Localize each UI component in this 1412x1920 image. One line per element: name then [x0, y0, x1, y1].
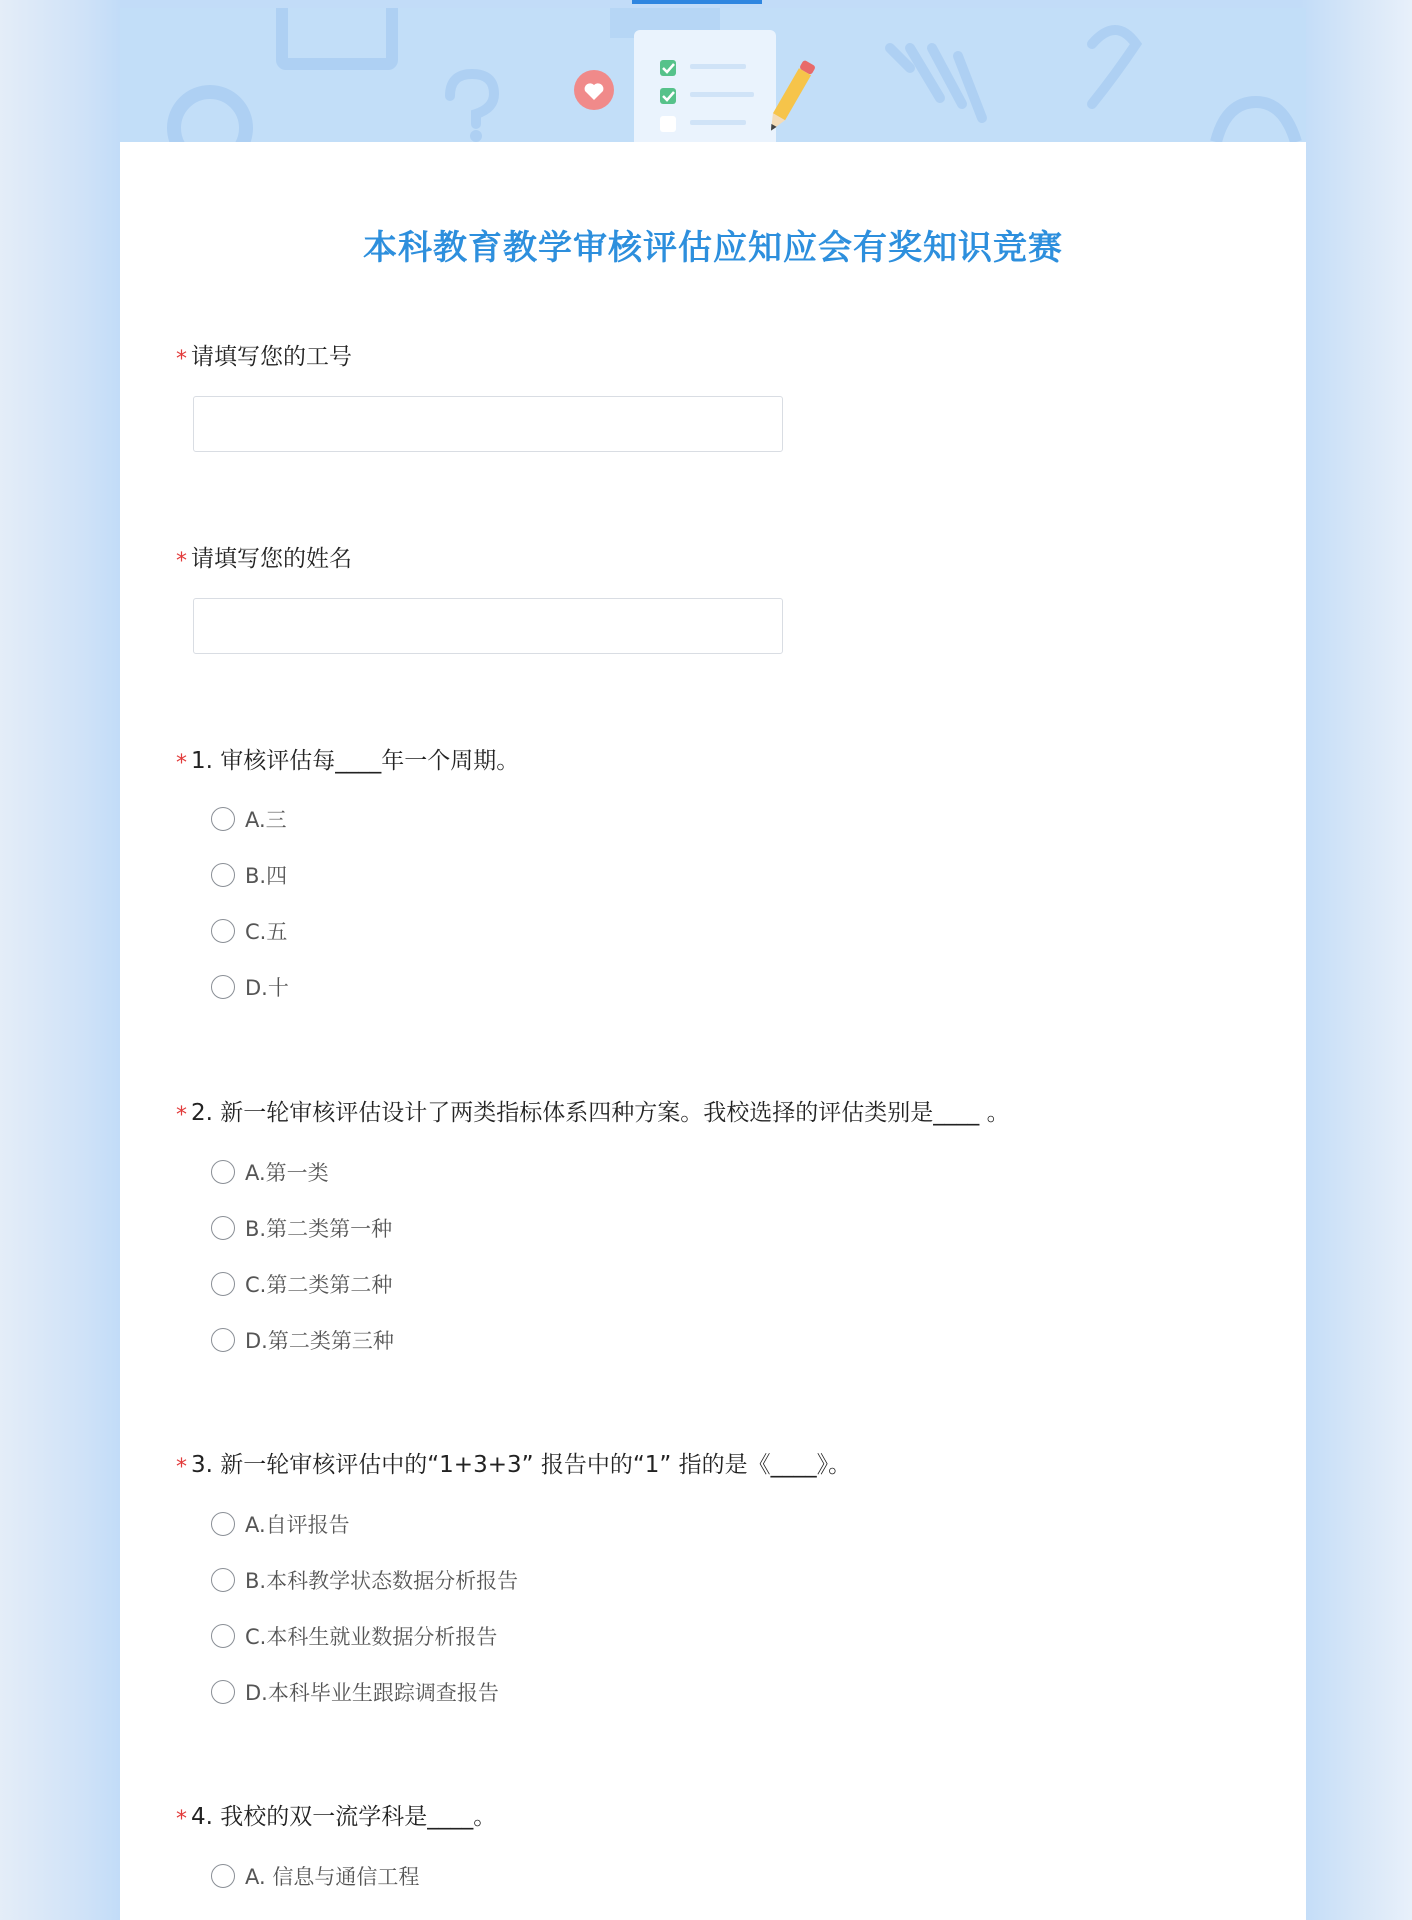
question-3-option-b[interactable]	[211, 1565, 518, 1595]
staff-id-input[interactable]	[193, 396, 783, 452]
option-label: B.四	[245, 864, 288, 888]
radio-button[interactable]	[211, 863, 235, 887]
name-label	[176, 540, 352, 573]
question-3-label	[176, 1446, 851, 1479]
option-label: B.第二类第一种	[245, 1217, 393, 1241]
option-label: B.本科教学状态数据分析报告	[245, 1569, 519, 1593]
option-label: A.三	[245, 808, 287, 832]
required-mark: *	[176, 1103, 187, 1128]
radio-button[interactable]	[211, 919, 235, 943]
question-3-text: 3. 新一轮审核评估中的“1+3+3” 报告中的“1” 指的是《____》。	[191, 1452, 852, 1478]
staff-id-label	[176, 338, 352, 371]
question-1-option-a[interactable]	[211, 804, 287, 834]
question-4-option-a[interactable]	[211, 1861, 419, 1891]
radio-button[interactable]	[211, 1272, 235, 1296]
question-4-label	[176, 1798, 496, 1831]
question-3-option-d[interactable]	[211, 1677, 499, 1707]
option-label: D.十	[245, 976, 289, 1000]
top-progress-indicator	[632, 0, 762, 4]
radio-button[interactable]	[211, 1216, 235, 1240]
option-label: D.本科毕业生跟踪调查报告	[245, 1681, 499, 1705]
option-label: A.第一类	[245, 1161, 329, 1185]
required-mark: *	[176, 751, 187, 776]
option-label: A. 信息与通信工程	[245, 1865, 420, 1889]
radio-button[interactable]	[211, 807, 235, 831]
option-label: C.第二类第二种	[245, 1273, 393, 1297]
question-2-option-c[interactable]	[211, 1269, 392, 1299]
radio-button[interactable]	[211, 1568, 235, 1592]
question-2-option-b[interactable]	[211, 1213, 392, 1243]
question-4-text: 4. 我校的双一流学科是____。	[191, 1804, 497, 1830]
staff-id-label-text: 请填写您的工号	[191, 344, 352, 370]
question-1-option-b[interactable]	[211, 860, 287, 890]
question-2-label	[176, 1094, 1010, 1127]
option-label: C.本科生就业数据分析报告	[245, 1625, 498, 1649]
radio-button[interactable]	[211, 1624, 235, 1648]
radio-button[interactable]	[211, 1680, 235, 1704]
radio-button[interactable]	[211, 1864, 235, 1888]
question-1-text: 1. 审核评估每____年一个周期。	[191, 748, 520, 774]
checklist-icon	[634, 30, 776, 142]
required-mark: *	[176, 347, 187, 372]
required-mark: *	[176, 1807, 187, 1832]
required-mark: *	[176, 1455, 187, 1480]
question-1-option-c[interactable]	[211, 916, 287, 946]
question-1-option-d[interactable]	[211, 972, 289, 1002]
radio-button[interactable]	[211, 1512, 235, 1536]
required-mark: *	[176, 549, 187, 574]
form-sheet	[120, 8, 1306, 1920]
name-input[interactable]	[193, 598, 783, 654]
header-banner	[120, 8, 1306, 142]
option-label: A.自评报告	[245, 1513, 350, 1537]
question-2-option-a[interactable]	[211, 1157, 329, 1187]
question-2-text: 2. 新一轮审核评估设计了两类指标体系四种方案。我校选择的评估类别是____ 。	[191, 1100, 1010, 1126]
heart-badge-icon	[574, 70, 614, 110]
radio-button[interactable]	[211, 1160, 235, 1184]
question-2-option-d[interactable]	[211, 1325, 394, 1355]
radio-button[interactable]	[211, 975, 235, 999]
name-label-text: 请填写您的姓名	[191, 546, 352, 572]
question-3-option-c[interactable]	[211, 1621, 497, 1651]
option-label: D.第二类第三种	[245, 1329, 394, 1353]
question-1-label	[176, 742, 519, 775]
form-title: 本科教育教学审核评估应知应会有奖知识竞赛	[363, 228, 1063, 268]
radio-button[interactable]	[211, 1328, 235, 1352]
question-3-option-a[interactable]	[211, 1509, 350, 1539]
option-label: C.五	[245, 920, 288, 944]
banner-illustration	[120, 8, 1306, 142]
